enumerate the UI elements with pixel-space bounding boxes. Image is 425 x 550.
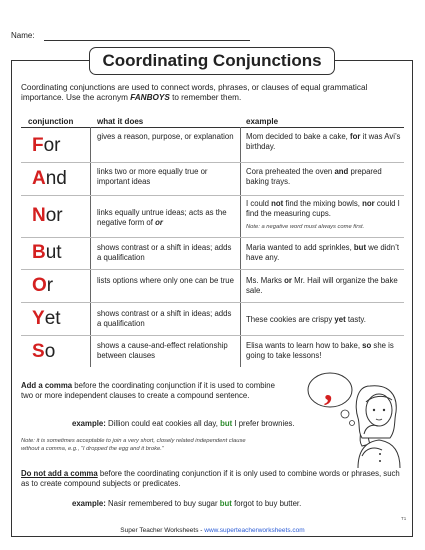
row-example: Mom decided to bake a cake, for it was Avi’s birthday. xyxy=(246,132,401,151)
row-what: shows a cause-and-effect relationship between clauses xyxy=(97,341,228,360)
conjunction-yet: Yet xyxy=(32,308,61,329)
column-divider-1 xyxy=(90,127,91,367)
intro-paragraph xyxy=(21,83,401,103)
header-divider xyxy=(21,127,404,128)
row-divider xyxy=(21,335,404,336)
page-title: Coordinating Conjunctions xyxy=(89,47,335,75)
row-example: Ms. Marks or Mr. Hail will organize the bake sale. xyxy=(246,276,398,295)
no-comma-rule: Do not add a comma before the coordinating conjunction if it is only used to combine words or phrases, such as to create compound subjects or predicates. xyxy=(21,469,400,488)
girl-thinking-illustration xyxy=(300,368,410,468)
conjunction-or: Or xyxy=(32,275,54,296)
row-example: Cora preheated the oven and prepared baking trays. xyxy=(246,167,382,186)
intro-text-post: to remember them. xyxy=(169,93,242,102)
conjunction-for: For xyxy=(32,135,61,156)
row-what: lists options where only one can be true xyxy=(97,276,234,285)
comma-note-line-2: without a comma, e.g., “I dropped the egg and it broke.” xyxy=(21,446,164,452)
row-divider xyxy=(21,162,404,163)
header-what: what it does xyxy=(97,117,144,126)
name-input-line[interactable] xyxy=(44,40,250,41)
comma-glyph: , xyxy=(324,371,333,408)
worksheet-code: T1 xyxy=(401,516,407,521)
row-what: links two or more equally true or important ideas xyxy=(97,167,208,186)
row-divider xyxy=(21,269,404,270)
row-example: These cookies are crispy yet tasty. xyxy=(246,315,366,324)
row-example: Maria wanted to add sprinkles, but we didn’t have any. xyxy=(246,243,399,262)
header-conjunction: conjunction xyxy=(28,117,74,126)
row-divider xyxy=(21,302,404,303)
no-comma-example: example: Nasir remembered to buy sugar but forgot to buy butter. xyxy=(72,499,302,508)
row-example: I could not find the mixing bowls, nor could I find the measuring cups. xyxy=(246,199,400,218)
row-what: shows contrast or a shift in ideas; adds a qualification xyxy=(97,309,232,328)
row-what: shows contrast or a shift in ideas; adds a qualification xyxy=(97,243,232,262)
add-comma-example: example: Dillion could eat cookies all day, but I prefer brownies. xyxy=(72,419,295,428)
row-divider xyxy=(21,195,404,196)
conjunction-but: But xyxy=(32,242,62,263)
row-what: links equally untrue ideas; acts as the negative form of or xyxy=(97,208,227,227)
conjunction-nor: Nor xyxy=(32,205,63,226)
intro-acronym: FANBOYS xyxy=(130,93,170,102)
conjunction-so: So xyxy=(32,341,56,362)
column-divider-2 xyxy=(240,127,241,367)
name-label: Name: xyxy=(11,31,35,40)
add-comma-rule: Add a comma before the coordinating conjunction if it is used to combine two or more independent clauses to create a compound sentence. xyxy=(21,381,275,400)
footer: Super Teacher Worksheets - www.superteacherworksheets.com xyxy=(120,527,305,534)
row-divider xyxy=(21,237,404,238)
row-example: Elisa wants to learn how to bake, so she is going to take lessons! xyxy=(246,341,394,360)
conjunction-and: And xyxy=(32,168,67,189)
footer-link[interactable]: www.superteacherworksheets.com xyxy=(204,527,305,534)
comma-note-line-1: Note: it is sometimes acceptable to join a very short, closely related independent clause xyxy=(21,438,246,444)
intro-text-pre: Coordinating conjunctions are used to connect words, phrases, or clauses of equal grammatical importance. Use the acronym xyxy=(21,83,368,102)
row-what: gives a reason, purpose, or explanation xyxy=(97,132,234,141)
row-note: Note: a negative word must always come first. xyxy=(246,224,365,230)
header-example: example xyxy=(246,117,279,126)
